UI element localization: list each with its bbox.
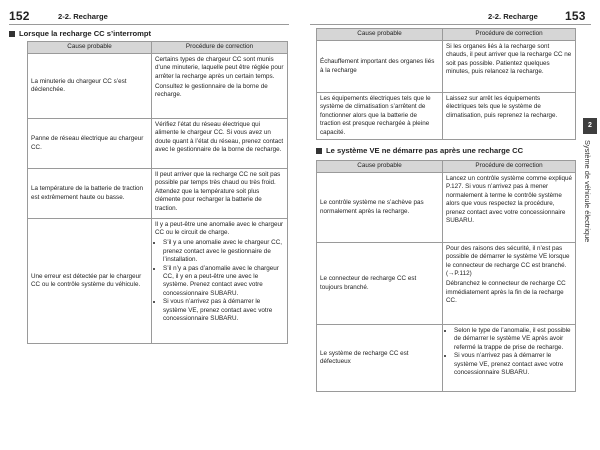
left-heading-text: Lorsque la recharge CC s’interrompt: [19, 29, 152, 38]
table-row: [28, 219, 288, 344]
list-item: • Selon le type de l’anomalie, il est possible de démarrer le système VE après avoir refermé la trappe de prise de recharge.: [454, 327, 572, 352]
solution-cell: [443, 243, 576, 325]
solution-cell: [152, 119, 288, 169]
solution-text: Lancez un contrôle système comme expliqué P.127. Si vous n’arrivez pas à mener normalement à terme le contrôle système alors que vous respectez la procédure, prenez contact avec votre concessionnaire SUBARU.: [446, 175, 573, 225]
column-header: Procédure de correction: [443, 161, 576, 173]
right-page-number: 153: [565, 9, 586, 23]
column-header: Cause probable: [28, 42, 152, 54]
table-row: [317, 93, 576, 140]
table-row: [317, 325, 576, 392]
cause-cell: Panne de réseau électrique au chargeur CC.: [28, 119, 152, 169]
cause-cell: La minuterie du chargeur CC s’est déclenchée.: [28, 54, 152, 119]
list-item: • Si vous n’arrivez pas à démarrer le système VE, prenez contact avec votre concessionnaire SUBARU.: [163, 298, 284, 323]
right-header-rule: [310, 24, 591, 25]
solution-text: Laissez sur arrêt les équipements électriques tels que le système de climatisation, puis reprenez la recharge.: [446, 95, 558, 119]
column-header: Cause probable: [317, 29, 443, 41]
table-row: [28, 119, 288, 169]
solution-text: Il y a peut-être une anomalie avec le chargeur CC ou le circuit de charge.: [155, 221, 284, 237]
table-row: [317, 41, 576, 93]
left-header-rule: [9, 24, 289, 25]
left-table: [27, 41, 288, 344]
list-item: • S’il y a une anomalie avec le chargeur CC, prenez contact avec le gestionnaire de l’installation.: [163, 239, 284, 264]
left-heading: [9, 29, 151, 38]
table-row: [317, 243, 576, 325]
solution-text: Débranchez le connecteur de recharge CC immédiatement après la fin de la recharge CC.: [446, 280, 566, 304]
right-heading: [316, 146, 523, 155]
cause-cell: Une erreur est détectée par le chargeur CC ou le contrôle système du véhicule.: [28, 219, 152, 344]
cause-cell: Le connecteur de recharge CC est toujours branché.: [317, 243, 443, 325]
cause-cell: Le contrôle système ne s’achève pas normalement après la recharge.: [317, 173, 443, 243]
cause-cell: Échauffement important des organes liés à la recharge: [317, 41, 443, 93]
column-header: Procédure de correction: [152, 42, 288, 54]
solution-text: Si les organes liés à la recharge sont chauds, il peut arriver que la recharge CC ne soit pas possible. Patientez quelques minutes, puis relancez la recharge.: [446, 43, 572, 76]
cause-cell: Les équipements électriques tels que le système de climatisation s’arrêtent de fonctionner alors que la batterie de traction est presque rechargée à pleine capacité.: [317, 93, 443, 140]
solution-cell: [443, 173, 576, 243]
table-row: [28, 169, 288, 219]
chapter-tab: 2: [583, 118, 597, 134]
chapter-label: Système de véhicule électrique: [583, 140, 592, 243]
right-section-title: 2-2. Recharge: [488, 12, 538, 21]
right-bottom-table: [316, 160, 576, 392]
solution-bullet-list: [155, 239, 284, 323]
cause-cell: La température de la batterie de traction est extrêmement haute ou basse.: [28, 169, 152, 219]
solution-cell: [152, 54, 288, 119]
cause-cell: Le système de recharge CC est défectueux: [317, 325, 443, 392]
solution-cell: [152, 219, 288, 344]
solution-cell: [443, 93, 576, 140]
solution-bullet-list: [446, 327, 572, 377]
solution-cell: [152, 169, 288, 219]
solution-text: Il peut arriver que la recharge CC ne soit pas possible par temps très chaud ou très froid. Attendez que la température soit plus clémente pour recharger la batterie de traction.: [155, 171, 281, 212]
solution-text: Certains types de chargeur CC sont munis d’une minuterie, laquelle peut être réglée pour arrêter la recharge après un certain temps.: [155, 56, 284, 80]
solution-text: Pour des raisons des sécurité, il n’est pas possible de démarrer le système VE lorsque le connecteur de recharge CC est branché. (→P.112): [446, 245, 570, 278]
column-header: Cause probable: [317, 161, 443, 173]
left-page-number: 152: [9, 9, 30, 23]
solution-text: Vérifiez l’état du réseau électrique qui alimente le chargeur CC. Si vous avez un doute quant à l’état du réseau, prenez contact avec le gestionnaire de la borne de recharge.: [155, 121, 284, 154]
table-row: [317, 173, 576, 243]
list-item: • S’il n’y a pas d’anomalie avec le chargeur CC, il y en a peut-être une avec le système. Prenez contact avec votre concessionnaire SUBARU.: [163, 265, 284, 299]
right-top-table: [316, 28, 576, 140]
solution-cell: [443, 41, 576, 93]
square-bullet-icon: [9, 31, 15, 37]
right-heading-text: Le système VE ne démarre pas après une recharge CC: [326, 146, 524, 155]
square-bullet-icon: [316, 148, 322, 154]
left-section-title: 2-2. Recharge: [58, 12, 108, 21]
list-item: • Si vous n’arrivez pas à démarrer le système VE, prenez contact avec votre concessionnaire SUBARU.: [454, 352, 572, 377]
solution-cell: [443, 325, 576, 392]
column-header: Procédure de correction: [443, 29, 576, 41]
solution-text: Consultez le gestionnaire de la borne de recharge.: [155, 82, 268, 99]
table-row: [28, 54, 288, 119]
